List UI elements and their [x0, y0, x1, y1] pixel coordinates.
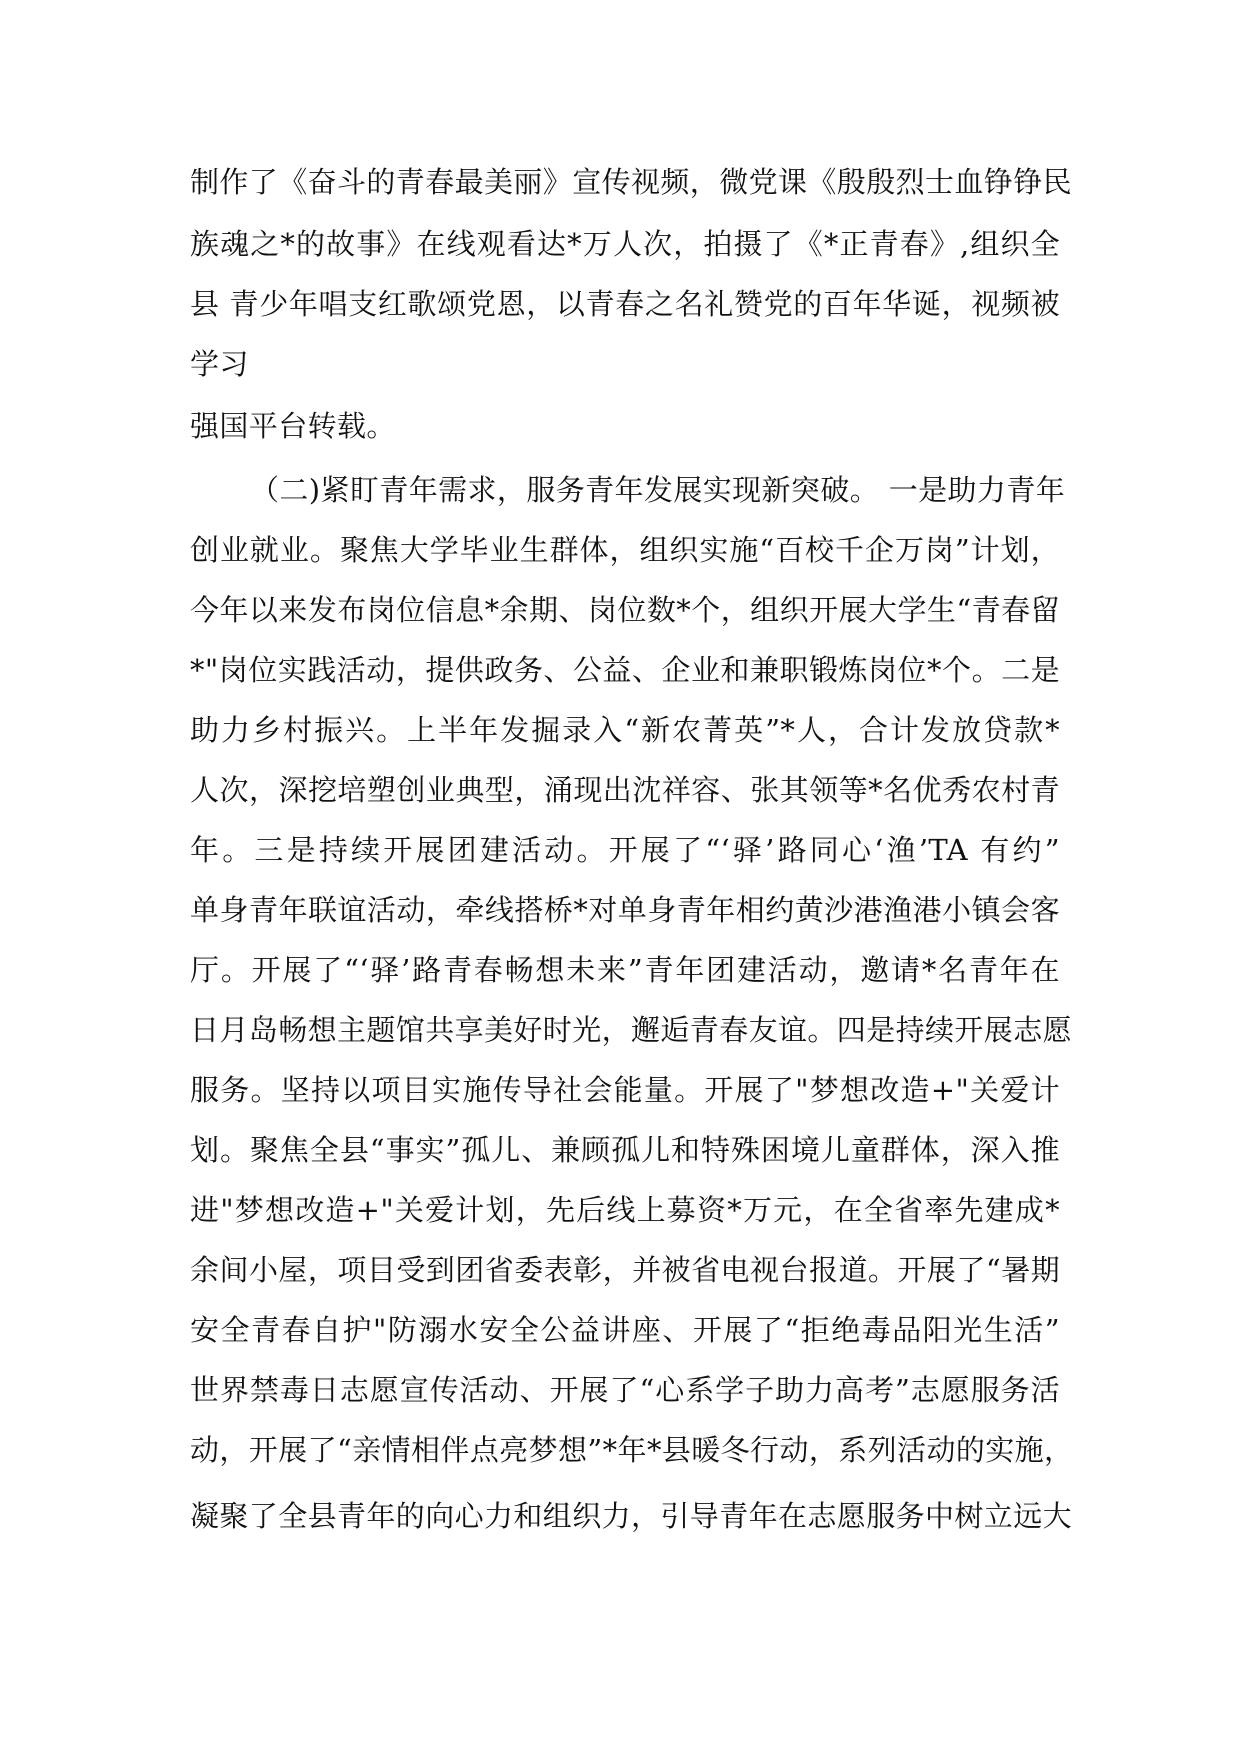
- text-line-9: *"岗位实践活动，提供政务、公益、企业和兼职锻炼岗位*个。二是: [190, 653, 1060, 687]
- text-line-2: 族魂之*的故事》在线观看达*万人次，拍摄了《*正青春》,组织全: [190, 227, 1060, 261]
- text-line-22: 动，开展了“亲情相伴点亮梦想”*年*县暖冬行动，系列活动的实施，: [190, 1433, 1074, 1467]
- text-line-8: 今年以来发布岗位信息*余期、岗位数*个，组织开展大学生“青春留: [190, 593, 1060, 627]
- text-line-18: 进"梦想改造+"关爱计划，先后线上募资*万元，在全省率先建成*: [190, 1193, 1060, 1227]
- text-line-11: 人次，深挖培塑创业典型，涌现出沈祥容、张其领等*名优秀农村青: [190, 773, 1060, 807]
- text-line-10: 助力乡村振兴。上半年发掘录入“新农菁英”*人，合计发放贷款*: [190, 713, 1060, 747]
- text-line-19: 余间小屋，项目受到团省委表彰，并被省电视台报道。开展了“暑期: [190, 1253, 1060, 1287]
- text-line-5: 强国平台转载。: [190, 409, 396, 443]
- text-line-20: 安全青春自护"防溺水安全公益讲座、开展了“拒绝毒品阳光生活”: [190, 1313, 1060, 1347]
- text-line-3: 县 青少年唱支红歌颂党恩，以青春之名礼赞党的百年华诞，视频被: [190, 287, 1060, 321]
- text-line-21: 世界禁毒日志愿宣传活动、开展了“心系学子助力高考”志愿服务活: [190, 1373, 1060, 1407]
- text-line-4: 学习: [190, 347, 249, 381]
- text-line-14: 厅。开展了“‘驿’路青春畅想未来”青年团建活动，邀请*名青年在: [190, 953, 1060, 987]
- text-line-1: 制作了《奋斗的青春最美丽》宣传视频，微党课《殷殷烈士血铮铮民: [190, 165, 1073, 199]
- text-line-6-section-heading: （二)紧盯青年需求，服务青年发展实现新突破。 一是助力青年: [250, 473, 1066, 507]
- text-line-7: 创业就业。聚焦大学毕业生群体，组织实施“百校千企万岗”计划，: [190, 533, 1060, 567]
- text-line-15: 日月岛畅想主题馆共享美好时光，邂逅青春友谊。四是持续开展志愿: [190, 1013, 1073, 1047]
- text-line-16: 服务。坚持以项目实施传导社会能量。开展了"梦想改造+"关爱计: [190, 1073, 1060, 1107]
- text-line-17: 划。聚焦全县“事实”孤儿、兼顾孤儿和特殊困境儿童群体，深入推: [190, 1133, 1060, 1167]
- text-line-12: 年。三是持续开展团建活动。开展了“‘驿’路同心‘渔’TA 有约”: [190, 833, 1060, 867]
- text-line-13: 单身青年联谊活动，牵线搭桥*对单身青年相约黄沙港渔港小镇会客: [190, 893, 1060, 927]
- text-line-23: 凝聚了全县青年的向心力和组织力，引导青年在志愿服务中树立远大: [190, 1499, 1073, 1533]
